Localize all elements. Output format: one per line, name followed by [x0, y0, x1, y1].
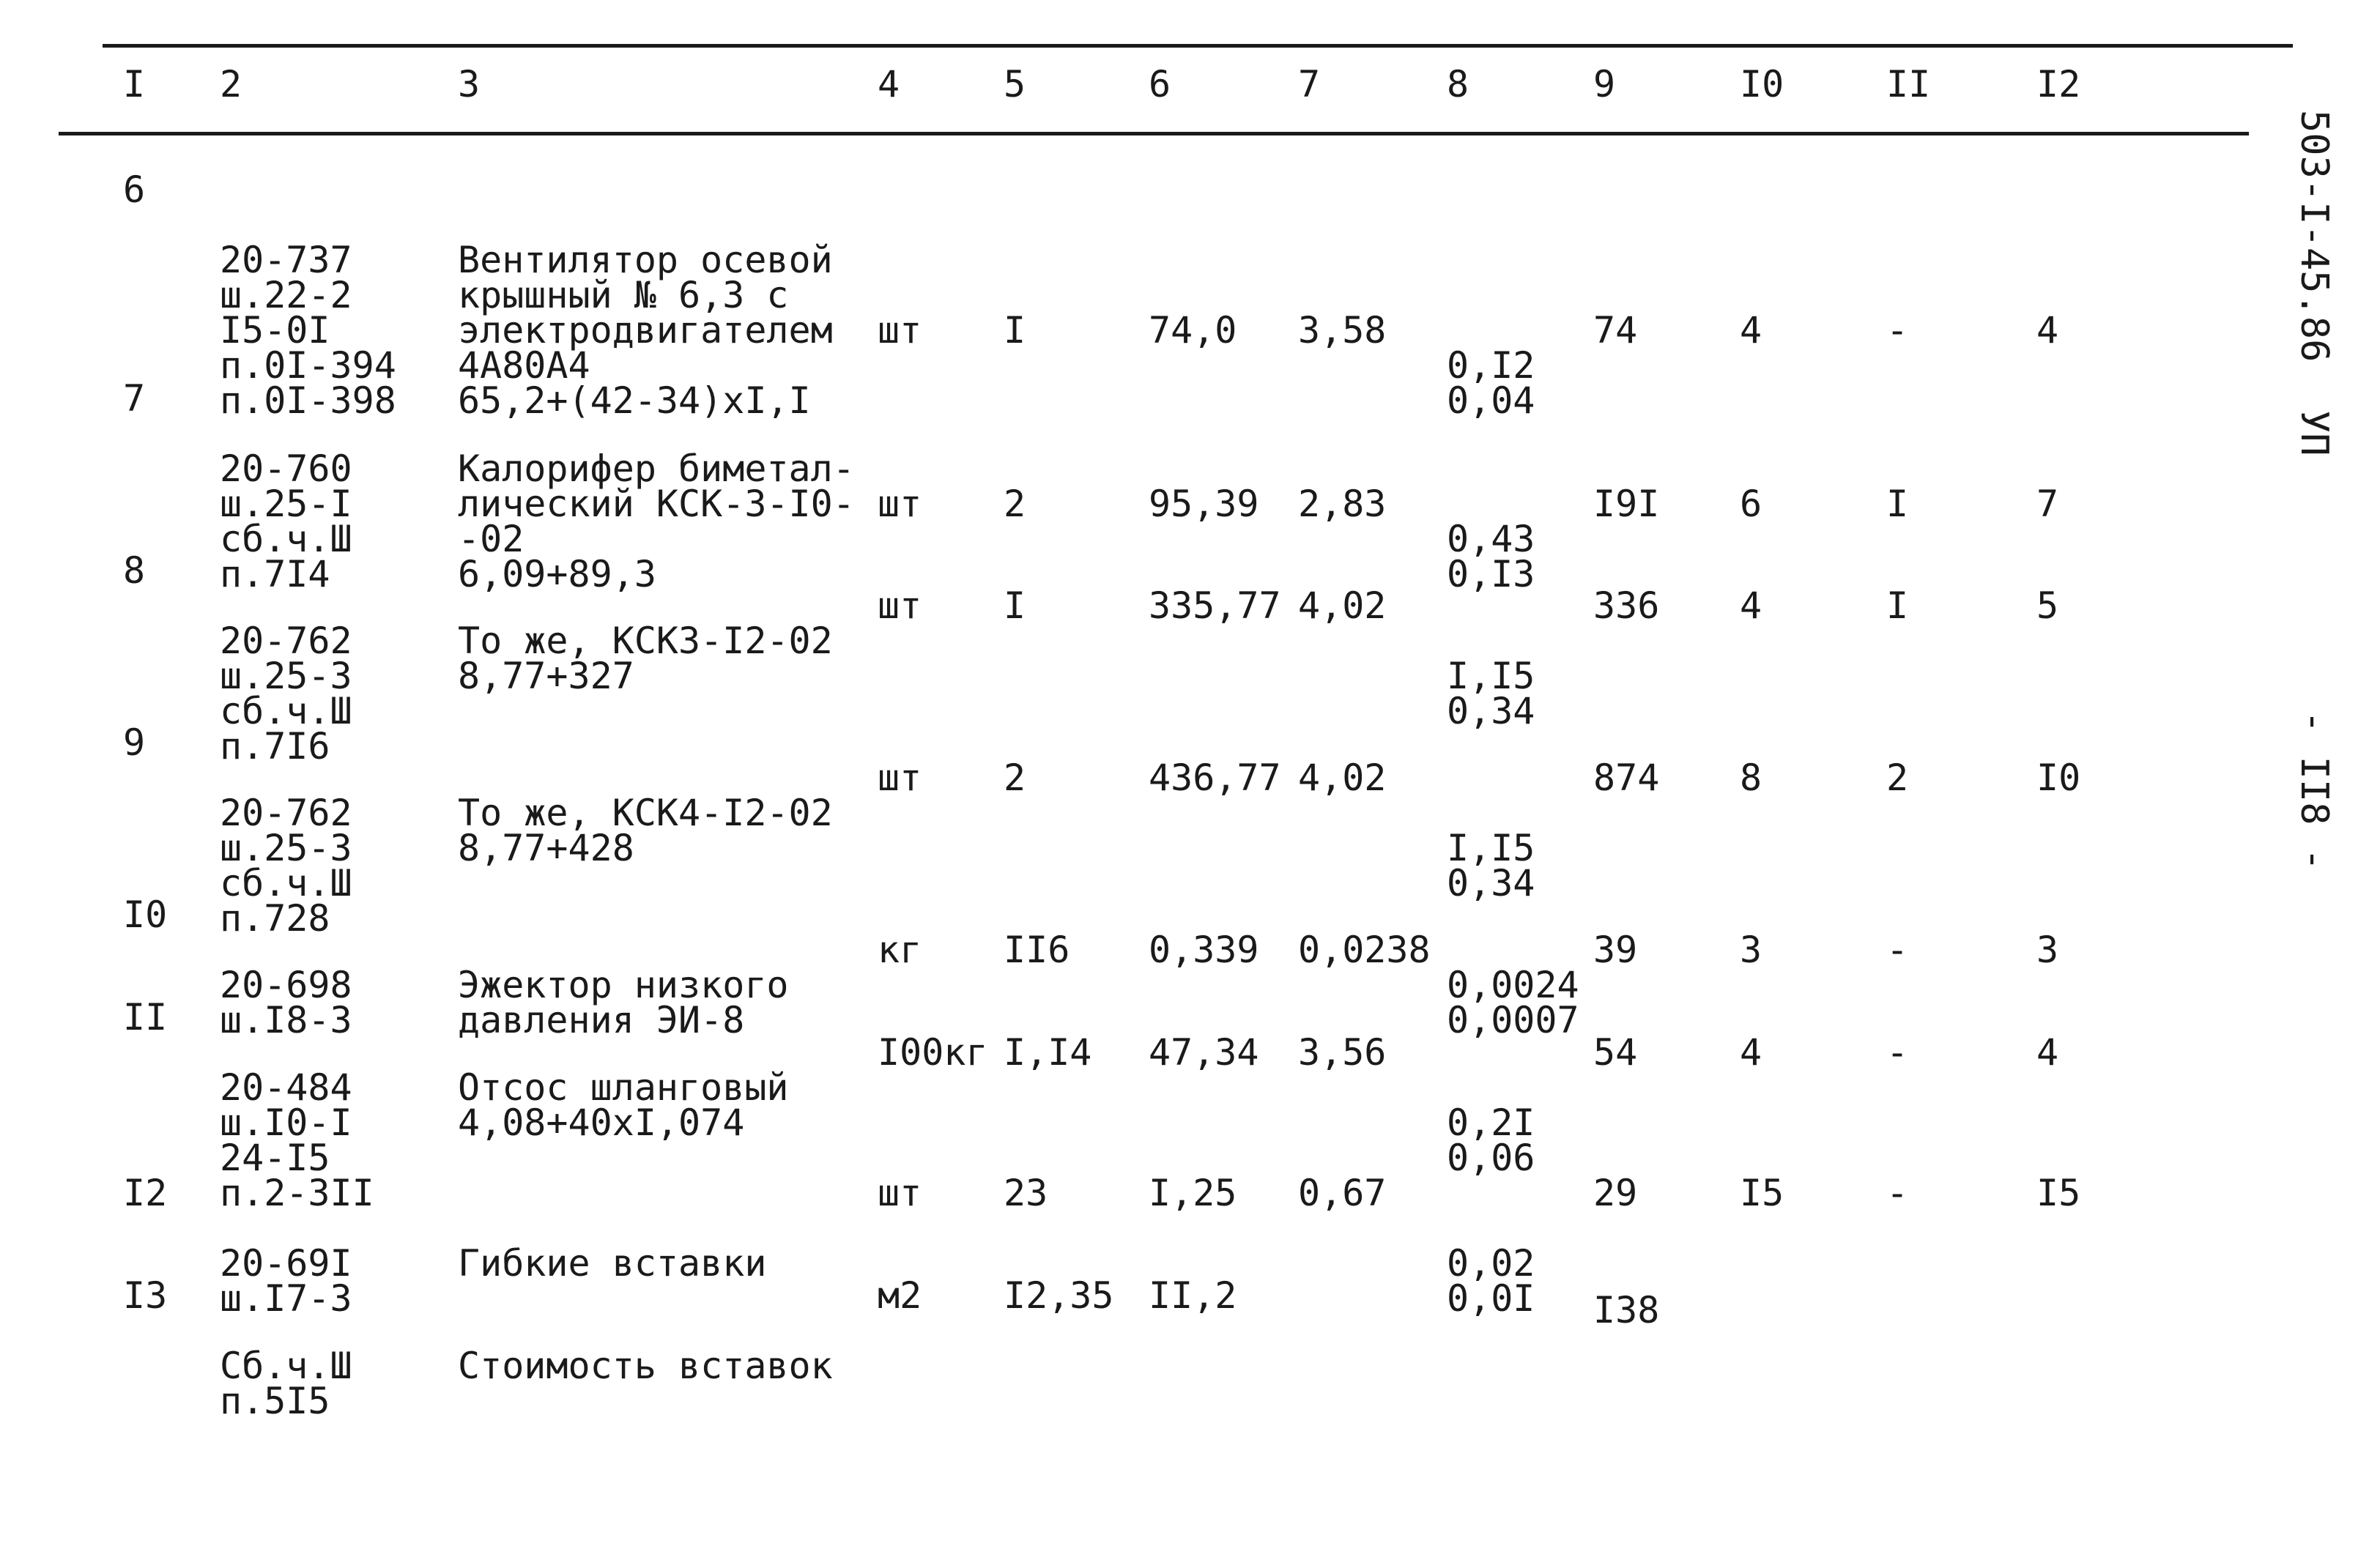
unit-cost: 95,39	[1149, 483, 1259, 525]
norm-reference: 20-69I ш.I7-3	[220, 1242, 352, 1320]
total-cost: I9I	[1593, 483, 1660, 525]
header-col-1: I	[123, 63, 146, 105]
unit: кг	[878, 929, 922, 971]
total-cost: 54	[1593, 1031, 1638, 1074]
total-machine: I	[1886, 584, 1909, 627]
header-col-2: 2	[220, 63, 242, 105]
unit-wage: 3,58	[1298, 309, 1387, 352]
unit-wage: 3,56	[1298, 1031, 1387, 1074]
item-description: Вентилятор осевой крышный № 6,3 с электродвигателем 4А80А4 65,2+(42-34)хI,I	[458, 239, 833, 422]
item-description: Гибкие вставки	[458, 1242, 767, 1285]
total-cost: 39	[1593, 929, 1638, 971]
page-number: - II8 -	[2292, 710, 2336, 872]
unit: шт	[878, 757, 922, 799]
unit-cost: II,2	[1149, 1274, 1237, 1317]
unit-wage: 2,83	[1298, 483, 1387, 525]
norm-reference: 20-698 ш.I8-3	[220, 964, 352, 1041]
row-number: 9	[123, 721, 146, 764]
unit: шт	[878, 483, 922, 525]
header-col-4: 4	[878, 63, 900, 105]
row-number: 8	[123, 549, 146, 592]
header-rule	[59, 132, 2249, 135]
total-sum: 4	[2036, 1031, 2059, 1074]
unit-wage: 4,02	[1298, 757, 1387, 799]
norm-reference: 20-762 ш.25-3 сб.ч.Ш п.7I6	[220, 620, 352, 768]
row-number: I3	[123, 1274, 168, 1317]
total-sum: 7	[2036, 483, 2059, 525]
header-col-11: II	[1886, 63, 1931, 105]
total-wage: 3	[1740, 929, 1762, 971]
total-sum: I5	[2036, 1172, 2081, 1214]
quantity: II6	[1004, 929, 1070, 971]
total-cost: 74	[1593, 309, 1638, 352]
total-wage: 6	[1740, 483, 1762, 525]
quantity: I	[1004, 584, 1026, 627]
quantity: I2,35	[1004, 1274, 1114, 1317]
row-number: 7	[123, 377, 146, 420]
total-machine: -	[1886, 1031, 1909, 1074]
total-cost: I38	[1593, 1289, 1660, 1331]
unit: шт	[878, 1172, 922, 1214]
quantity: 2	[1004, 757, 1026, 799]
total-cost: 874	[1593, 757, 1660, 799]
row-number: II	[123, 996, 168, 1038]
machine-cost: 0,43 0,I3	[1447, 518, 1535, 595]
header-col-5: 5	[1004, 63, 1026, 105]
machine-cost: 0,I2 0,04	[1447, 344, 1535, 422]
machine-cost: 0,02 0,0I	[1447, 1242, 1535, 1320]
total-cost: 29	[1593, 1172, 1638, 1214]
total-machine: 2	[1886, 757, 1909, 799]
unit-wage: 4,02	[1298, 584, 1387, 627]
total-machine: -	[1886, 309, 1909, 352]
item-description: Отсос шланговый 4,08+40хI,074	[458, 1066, 789, 1144]
header-col-10: I0	[1740, 63, 1784, 105]
unit: I00кг	[878, 1031, 988, 1074]
quantity: 23	[1004, 1172, 1048, 1214]
quantity: I,I4	[1004, 1031, 1092, 1074]
machine-cost: 0,0024 0,0007	[1447, 964, 1579, 1041]
document-code: 503-I-45.86	[2292, 110, 2336, 363]
unit-cost: 436,77	[1149, 757, 1281, 799]
header-col-8: 8	[1447, 63, 1469, 105]
quantity: 2	[1004, 483, 1026, 525]
header-col-9: 9	[1593, 63, 1616, 105]
machine-cost	[1447, 1278, 1579, 1419]
machine-cost: 0,2I 0,06	[1447, 1101, 1535, 1179]
sheet-label: УП	[2292, 410, 2336, 456]
machine-cost: I,I5 0,34	[1447, 655, 1535, 732]
unit: м2	[878, 1274, 922, 1317]
item-description: Стоимость вставок	[458, 1345, 833, 1387]
norm-reference: 20-484 ш.I0-I 24-I5 п.2-3II	[220, 1066, 374, 1214]
total-sum: 4	[2036, 309, 2059, 352]
norm-reference: 20-760 ш.25-I сб.ч.Ш п.7I4	[220, 447, 352, 595]
norm-reference: Сб.ч.Ш п.5I5	[220, 1345, 352, 1422]
total-wage: 4	[1740, 1031, 1762, 1074]
row-number: 6	[123, 168, 146, 211]
total-wage: 4	[1740, 584, 1762, 627]
total-wage: 8	[1740, 757, 1762, 799]
unit-cost: 74,0	[1149, 309, 1237, 352]
total-machine: -	[1886, 929, 1909, 971]
unit-cost: I,25	[1149, 1172, 1237, 1214]
header-col-7: 7	[1298, 63, 1321, 105]
item-description: Эжектор низкого давления ЭИ-8	[458, 964, 789, 1041]
unit-wage: 0,67	[1298, 1172, 1387, 1214]
norm-reference: 20-737 ш.22-2 I5-0I п.0I-394 п.0I-398	[220, 239, 396, 422]
total-machine: -	[1886, 1172, 1909, 1214]
item-description: То же, КСК3-I2-02 8,77+327	[458, 620, 833, 697]
total-wage: 4	[1740, 309, 1762, 352]
total-cost: 336	[1593, 584, 1660, 627]
top-rule	[103, 44, 2293, 48]
total-sum: I0	[2036, 757, 2081, 799]
total-sum: 5	[2036, 584, 2059, 627]
total-sum: 3	[2036, 929, 2059, 971]
unit-wage: 0,0238	[1298, 929, 1431, 971]
unit: шт	[878, 309, 922, 352]
item-description: Калорифер биметал- лический КСК-3-I0- -02 6,09+89,3	[458, 447, 855, 595]
machine-cost: I,I5 0,34	[1447, 827, 1535, 904]
row-number: I0	[123, 893, 168, 936]
norm-reference: 20-762 ш.25-3 сб.ч.Ш п.728	[220, 792, 352, 940]
row-number: I2	[123, 1172, 168, 1214]
header-col-6: 6	[1149, 63, 1171, 105]
quantity: I	[1004, 309, 1026, 352]
unit: шт	[878, 584, 922, 627]
unit-cost: 0,339	[1149, 929, 1259, 971]
item-description: То же, КСК4-I2-02 8,77+428	[458, 792, 833, 869]
total-wage: I5	[1740, 1172, 1784, 1214]
header-col-3: 3	[458, 63, 481, 105]
total-machine: I	[1886, 483, 1909, 525]
header-col-12: I2	[2036, 63, 2081, 105]
unit-cost: 47,34	[1149, 1031, 1259, 1074]
unit-cost: 335,77	[1149, 584, 1281, 627]
